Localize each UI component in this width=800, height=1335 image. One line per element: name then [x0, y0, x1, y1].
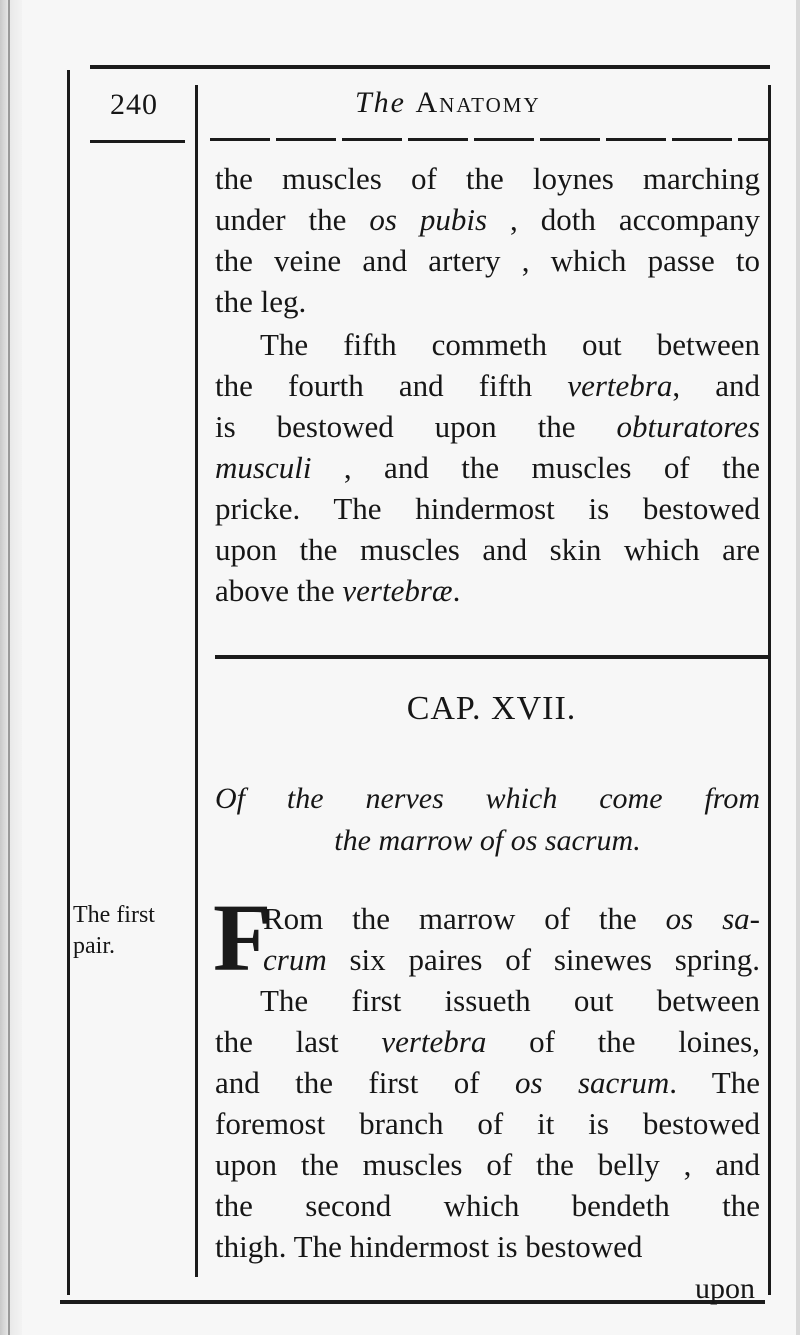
- frame-bottom-rule: [60, 1300, 765, 1304]
- margin-note: [73, 900, 191, 962]
- frame-top-rule: [90, 65, 770, 69]
- running-head: [355, 86, 541, 120]
- catchword: upon: [695, 1272, 755, 1305]
- book-gutter: [0, 0, 22, 1335]
- gutter-shadow: [8, 0, 10, 1335]
- chapter-title: CAP. XVII.: [406, 690, 577, 727]
- chapter-subtitle-line: Of the nerves which come from: [215, 782, 760, 815]
- paragraph-sacrum-nerves: [213, 884, 761, 1267]
- text-line: musculi , and the muscles of the: [215, 450, 760, 485]
- drop-capital: F: [213, 884, 272, 991]
- text-line: The first issueth out between: [260, 983, 760, 1018]
- page-edge: [796, 0, 800, 1335]
- text-line: and the first of os sacrum. The: [215, 1065, 760, 1100]
- header-rule: [210, 138, 770, 141]
- margin-note-line: The first: [73, 902, 155, 928]
- running-head-the: The: [355, 86, 406, 119]
- margin-note-line: pair.: [73, 933, 115, 959]
- text-line: Rom the marrow of the os sa-: [263, 901, 761, 936]
- text-line: the leg.: [215, 284, 307, 319]
- text-line: above the vertebræ.: [215, 573, 461, 608]
- text-line: upon the muscles of the belly , and: [215, 1147, 760, 1182]
- frame-left-rule: [67, 70, 70, 1295]
- text-line: is bestowed upon the obturatores: [215, 409, 760, 444]
- text-line: the last vertebra of the loines,: [215, 1024, 760, 1059]
- chapter-subtitle: [215, 778, 760, 862]
- text-line: the second which bendeth the: [215, 1188, 760, 1223]
- paragraph-continued: [215, 158, 760, 322]
- text-line: the veine and artery , which passe to: [215, 243, 760, 278]
- paragraph-fifth-nerve: [215, 324, 760, 611]
- text-line: the muscles of the loynes marching: [215, 161, 760, 196]
- page-number-rule: [90, 140, 185, 143]
- margin-column-rule: [195, 85, 198, 1277]
- text-line: thigh. The hindermost is bestowed: [215, 1229, 643, 1264]
- text-line: the fourth and fifth vertebra, and: [215, 368, 761, 403]
- text-line: The fifth commeth out between: [260, 327, 760, 362]
- text-line: pricke. The hindermost is bestowed: [215, 491, 760, 526]
- page-number: 240: [110, 88, 158, 121]
- text-line: foremost branch of it is bestowed: [215, 1106, 760, 1141]
- text-line: under the os pubis , doth accompany: [215, 202, 760, 237]
- text-line: upon the muscles and skin which are: [215, 532, 760, 567]
- text-line: crum six paires of sinewes spring.: [263, 942, 760, 977]
- frame-right-rule: [768, 85, 771, 1295]
- chapter-subtitle-line: the marrow of os sacrum.: [334, 824, 641, 857]
- section-divider-rule: [215, 655, 768, 659]
- running-head-title: Anatomy: [415, 86, 541, 119]
